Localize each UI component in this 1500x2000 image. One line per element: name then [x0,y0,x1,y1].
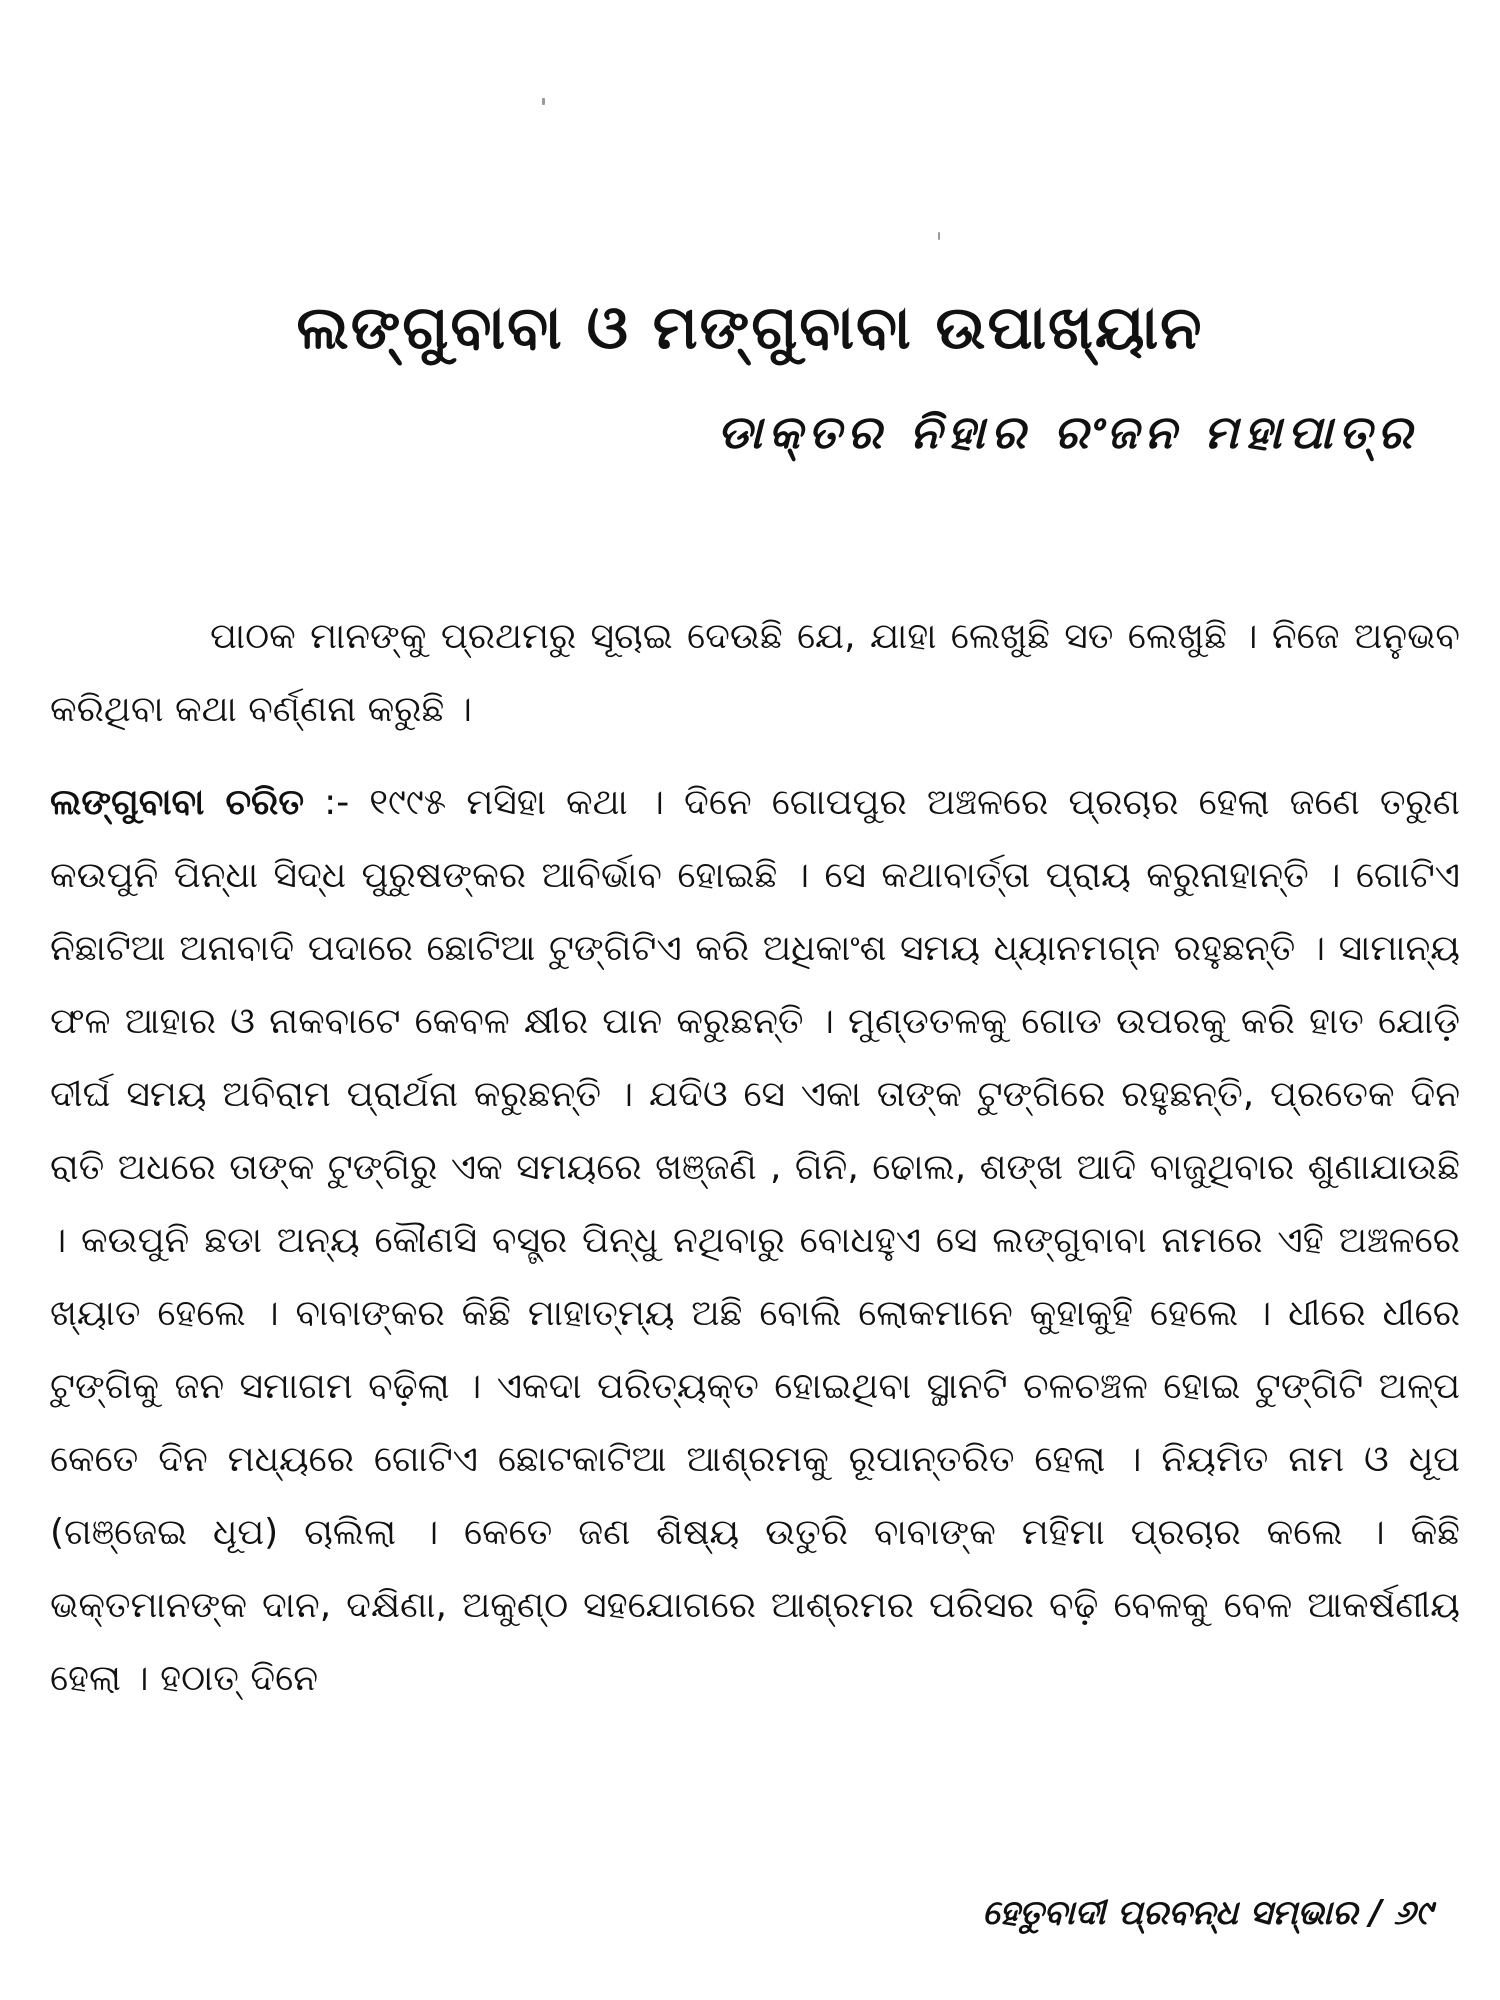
main-paragraph-text: :- ୧୯୯୫ ମସିହା କଥା । ଦିନେ ଗୋପପୁର ଅଞ୍ଚଳରେ ପ୍ରଚାର ହେଲା ଜଣେ ତରୁଣ କଉପୁନି ପିନ୍ଧା ସିଦ୍ଧ ପୁରୁଷଙ୍କର ଆବିର୍ଭାବ ହୋଇଛି । ସେ କଥାବାର୍ତ୍ତା ପ୍ରାୟ କରୁନାହାନ୍ତି । ଗୋଟିଏ ନିଛାଟିଆ ଅନାବାଦି ପଦାରେ ଛୋଟିଆ ଟୁଙ୍ଗିଟିଏ କରି ଅଧିକାଂଶ ସମୟ ଧ୍ୟାନମଗ୍ନ ରହୁଛନ୍ତି । ସାମାନ୍ୟ ଫଳ ଆହାର ଓ ନାକବାଟେ କେବଳ କ୍ଷୀର ପାନ କରୁଛନ୍ତି । ମୁଣ୍ଡତଳକୁ ଗୋଡ ଉପରକୁ କରି ହାତ ଯୋଡ଼ି ଦୀର୍ଘ ସମୟ ଅବିରାମ ପ୍ରାର୍ଥନା କରୁଛନ୍ତି । ଯଦିଓ ସେ ଏକା ତାଙ୍କ ଟୁଙ୍ଗିରେ ରହୁଛନ୍ତି, ପ୍ରତେକ ଦିନ ରାତି ଅଧରେ ତାଙ୍କ ଟୁଙ୍ଗିରୁ ଏକ ସମୟରେ ଖଞ୍ଜଣି , ଗିନି, ଢୋଲ, ଶଙ୍ଖ ଆଦି ବାଜୁଥିବାର ଶୁଣାଯାଉଛି । କଉପୁନି ଛଡା ଅନ୍ୟ କୌଣସି ବସ୍ତ୍ର ପିନ୍ଧୁ ନଥିବାରୁ ବୋଧହୁଏ ସେ ଲଙ୍ଗୁବାବା ନାମରେ ଏହି ଅଞ୍ଚଳରେ ଖ୍ୟାତ ହେଲେ । ବାବାଙ୍କର କିଛି ମାହାତ୍ମ୍ୟ ଅଛି ବୋଲି ଲୋକମାନେ କୁହାକୁହି ହେଲେ । ଧୀରେ ଧୀରେ ଟୁଙ୍ଗିକୁ ଜନ ସମାଗମ ବଢ଼ିଲା । ଏକଦା ପରିତ୍ୟକ୍ତ ହୋଇଥିବା ସ୍ଥାନଟି ଚଳଚଞ୍ଚଳ ହୋଇ ଟୁଙ୍ଗିଟି ଅଳ୍ପ କେତେ ଦିନ ମଧ୍ୟରେ ଗୋଟିଏ ଛୋଟକାଟିଆ ଆଶ୍ରମକୁ ରୂପାନ୍ତରିତ ହେଲା । ନିୟମିତ ନାମ ଓ ଧୂପ (ଗଞ୍ଜେଇ ଧୂପ) ଚାଲିଲା । କେତେ ଜଣ ଶିଷ୍ୟ ଉତୁରି ବାବାଙ୍କ ମହିମା ପ୍ରଚାର କଲେ । କିଛି ଭକ୍ତମାନଙ୍କ ଦାନ, ଦକ୍ଷିଣା, ଅକୁଣ୍ଠ ସହଯୋଗରେ ଆଶ୍ରମର ପରିସର ବଢ଼ି ବେଳକୁ ବେଳ ଆକର୍ଷଣୀୟ ହେଲା । ହଠାତ୍ ଦିନେ [50,782,1460,1699]
print-speck [938,232,940,240]
page-footer: ହେତୁବାଦୀ ପ୍ରବନ୍ଧ ସମ୍ଭାର / ୬୯ [982,1893,1432,1933]
intro-paragraph: ପାଠକ ମାନଙ୍କୁ ପ୍ରଥମରୁ ସୂଚାଇ ଦେଉଛି ଯେ, ଯାହା ଲେଖୁଛି ସତ ଲେଖୁଛି । ନିଜେ ଅନୁଭବ କରିଥିବା କଥା ବର୍ଣ୍ଣନା କରୁଛି । [50,616,1460,730]
article-title: ଲଙ୍ଗୁବାବା ଓ ମଙ୍ଗୁବାବା ଉପାଖ୍ୟାନ [296,293,1204,363]
print-speck [542,98,545,105]
main-paragraph [50,766,1460,1715]
section-lead: ଲଙ୍ଗୁବାବା ଚରିତ [50,782,305,823]
author-name: ଡାକ୍ତର ନିହାର ରଂଜନ ମହାପାତ୍ର [717,405,1418,459]
